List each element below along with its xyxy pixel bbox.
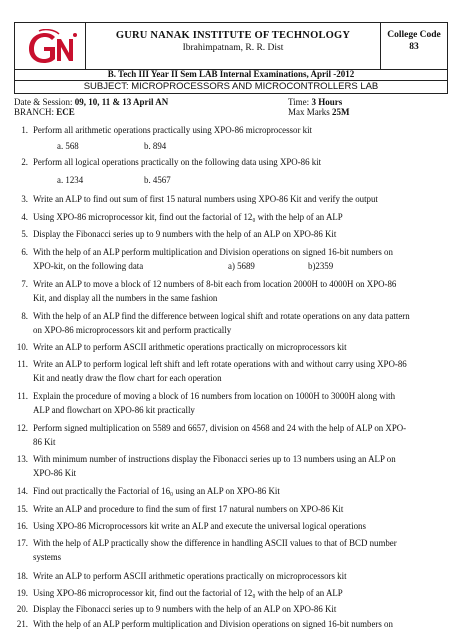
time-label: Time:: [288, 97, 310, 107]
gni-logo: [25, 29, 77, 63]
sub-item: b. 894: [144, 141, 167, 151]
branch-info: [14, 107, 75, 117]
subject-title: SUBJECT: MICROPROCESSORS AND MICROCONTROLLERS LAB: [14, 81, 448, 94]
marks-info: [288, 107, 350, 117]
college-code-label: College Code: [387, 30, 441, 40]
document-page: GURU NANAK INSTITUTE OF TECHNOLOGY Ibrahimpatnam, R. R. Dist College Code 83 B. Tech III Year II Sem LAB Internal Examinations, April -2012 SUBJECT: MICROPROCESSORS AND MICROCONTROLLERS LAB Date & Session: 09, 10, 11 & 13 April AN Time: 3 Hours BRANCH: ECE Max Marks 25M 1. Perform all arithmetic operations practically using XPO-86 microprocessor kit a. 568 b. 894 2. Perform all logical operations practically on the following data using XPO-86 kit a. 1234 b. 4567 3. Write an ALP to find out sum of first 15 natural numbers using XPO-86 Kit and verify the output 4. Using XPO-86 microprocessor kit, find out the factorial of 12₀ with the help of an ALP 5. Display the Fibonacci series up to 9 numbers with the help of an ALP on XPO-86 Kit 6. With the help of an ALP perform multiplication and Division operations on signed 16-bit numbers on XPO-kit, on the following data a) 5689 b)2359 7. Write an ALP to move a block of 12 numbers of 8-bit each from location 2000H to 4000H on XPO-86 Kit, and display all the numbers in the same fashion 8. With the help of an ALP find the difference between logical shift and rotate operations on any data pattern on XPO-86 microprocessors kit and perform practically 10. Write an ALP to perform ASCII arithmetic operations practically on microprocessors kit 11. Write an ALP to perform logical left shift and left rotate operations with and without carry using XPO-86 Kit and neatly draw the flow chart for each operation 11. Explain the procedure of moving a block of 16 numbers from location on 1000H to 3000H along with ALP and flowchart on XPO-86 kit practically 12. Perform signed multiplication on 5589 and 6657, division on 4568 and 24 with the help of ALP on XPO- 86 Kit 13. With minimum number of instructions display the Fibonacci series up to 13 numbers using an ALP on XPO-86 Kit 14. Find out practically the Factorial of 16₀ using an ALP on XPO-86 Kit 15. Write an ALP and procedure to find the sum of first 17 natural numbers on XPO-86 Kit 16. Using XPO-86 Microprocessors kit write an ALP and execute the universal logical operations 17. With the help of ALP practically show the difference in handling ASCII values to that of BCD number systems 18. Write an ALP to perform ASCII arithmetic operations practically on microprocessors kit 19. Using XPO-86 microprocessor kit, find out the factorial of 12₀ with the help of an ALP 20. Display the Fibonacci series up to 9 numbers with the help of an ALP on XPO-86 Kit 21. With the help of an ALP perform multiplication and Division operations on signed 16-bit numbers on: [0, 0, 474, 632]
sub-item: a. 568: [57, 141, 79, 151]
date-value: 09, 10, 11 & 13 April AN: [74, 97, 169, 107]
time-value: 3 Hours: [311, 97, 343, 107]
sub-item: a) 5689: [228, 261, 255, 271]
college-code-value: 83: [409, 42, 419, 52]
header-box: [14, 22, 448, 70]
branch-value: ECE: [56, 107, 75, 117]
exam-title: B. Tech III Year II Sem LAB Internal Examinations, April -2012: [14, 68, 448, 81]
institute-cell: [86, 23, 381, 69]
date-session: [14, 97, 168, 107]
time-info: [288, 97, 342, 107]
institute-name: GURU NANAK INSTITUTE OF TECHNOLOGY: [115, 30, 351, 41]
sub-item: b. 4567: [144, 175, 171, 185]
college-code-cell: [381, 23, 447, 69]
branch-label: BRANCH:: [14, 107, 55, 117]
sub-item: a. 1234: [57, 175, 84, 185]
marks-value: 25M: [332, 107, 350, 117]
date-label: Date & Session:: [14, 97, 73, 107]
sub-item: b)2359: [308, 261, 334, 271]
logo-cell: [15, 23, 86, 69]
institute-address: Ibrahimpatnam, R. R. Dist: [182, 43, 284, 53]
marks-label: Max Marks: [288, 107, 330, 117]
